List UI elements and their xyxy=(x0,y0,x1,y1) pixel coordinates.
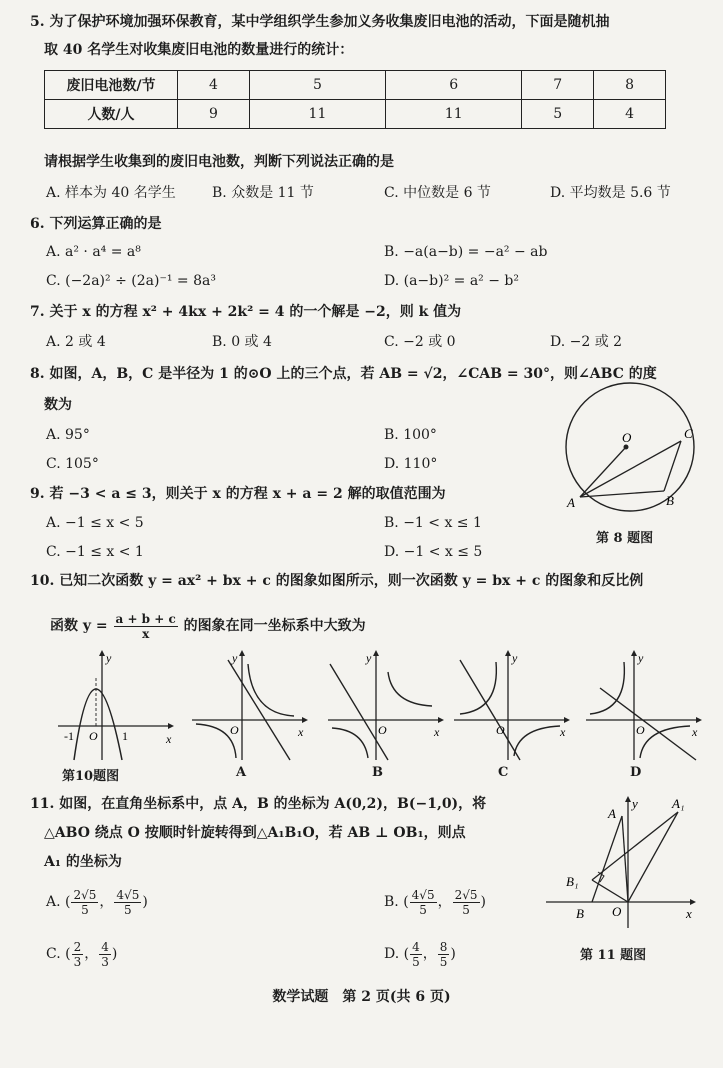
close-paren: ) xyxy=(480,894,486,910)
q8-option-a: A. 95° xyxy=(46,427,90,443)
table-row xyxy=(45,71,666,100)
page-footer: 数学试题 第 2 页(共 6 页) xyxy=(272,989,451,1005)
fraction xyxy=(438,940,450,969)
q10-option-b-graph xyxy=(326,648,448,763)
origin-label: O xyxy=(496,723,505,737)
origin-label: O xyxy=(378,723,387,737)
q11-option-d xyxy=(384,937,456,971)
table-row xyxy=(45,100,666,129)
q10-caption-d: D xyxy=(630,765,642,780)
q10-caption-b: B xyxy=(372,765,383,780)
q8-option-c: C. 105° xyxy=(46,456,99,472)
axis-label-y: y xyxy=(638,651,644,665)
table-cell: 6 xyxy=(386,71,522,100)
q6-option-b: B. −a(a−b) = −a² − ab xyxy=(384,244,548,260)
fraction-numerator: 2√5 xyxy=(73,887,97,902)
fraction xyxy=(71,888,98,917)
q8-option-b: B. 100° xyxy=(384,427,437,443)
q9-stem: 9. 若 −3 < a ≤ 3，则关于 x 的方程 x + a = 2 解的取值范围为 xyxy=(30,486,446,502)
q10-stem2-post: 的图象在同一坐标系中大致为 xyxy=(183,618,366,634)
q6-option-a: A. a² · a⁴ = a⁸ xyxy=(46,244,141,260)
q11-stem-line2: △ABO 绕点 O 按顺时针旋转得到△A₁B₁O，若 AB ⊥ OB₁，则点 xyxy=(44,825,466,841)
fraction-denominator: 5 xyxy=(412,954,420,969)
q8-circle-figure xyxy=(550,380,710,520)
label-b: B xyxy=(576,906,584,921)
label-a1: A₁ xyxy=(672,796,685,811)
q10-figure-caption: 第10题图 xyxy=(62,769,120,784)
table-cell: 11 xyxy=(249,100,385,129)
axis-label-x: x xyxy=(560,725,566,739)
axis-label-x: x xyxy=(166,732,172,746)
q8-stem-line1: 8. 如图，A，B，C 是半径为 1 的⊙O 上的三个点，若 AB = √2，∠CAB = 30°，则∠ABC 的度 xyxy=(30,366,657,382)
axis-label-y: y xyxy=(512,651,518,665)
fraction xyxy=(99,940,111,969)
tick-label-neg1: -1 xyxy=(64,729,74,743)
q6-option-d: D. (a−b)² = a² − b² xyxy=(384,273,519,289)
comma: ， xyxy=(422,946,437,962)
table-cell: 9 xyxy=(178,100,250,129)
axis-label-y: y xyxy=(366,651,372,665)
fraction-denominator: 5 xyxy=(124,902,132,917)
label-y: y xyxy=(632,796,638,811)
q8-option-d: D. 110° xyxy=(384,456,438,472)
q7-stem: 7. 关于 x 的方程 x² + 4kx + 2k² = 4 的一个解是 −2，则 k 值为 xyxy=(30,304,462,320)
option-label: C. ( xyxy=(46,946,71,962)
q10-option-a-graph xyxy=(190,648,312,763)
label-a: A xyxy=(567,495,575,510)
fraction xyxy=(114,888,141,917)
q10-stem2-pre: 函数 y = xyxy=(50,618,108,634)
q11-figure-caption: 第 11 题图 xyxy=(580,948,647,963)
q7-option-a: A. 2 或 4 xyxy=(46,334,106,350)
q11-rotation-figure xyxy=(542,792,702,932)
fraction-denominator: 5 xyxy=(439,954,448,969)
axis-label-y: y xyxy=(232,651,238,665)
q11-stem-line3: A₁ 的坐标为 xyxy=(44,854,122,870)
table-cell: 8 xyxy=(594,71,666,100)
battery-stats-table xyxy=(44,70,666,129)
origin-label: O xyxy=(89,729,98,743)
close-paren: ) xyxy=(450,946,456,962)
q10-stem-line1: 10. 已知二次函数 y = ax² + bx + c 的图象如图所示，则一次函数 y = bx + c 的图象和反比例 xyxy=(30,573,644,589)
table-cell: 4 xyxy=(178,71,250,100)
fraction-denominator: 5 xyxy=(419,902,427,917)
axis-label-x: x xyxy=(298,725,304,739)
q5-option-d: D. 平均数是 5.6 节 xyxy=(550,185,671,201)
comma: ， xyxy=(99,894,114,910)
fraction-denominator: 5 xyxy=(81,902,89,917)
table-header-cell: 人数/人 xyxy=(45,100,178,129)
axis-label-y: y xyxy=(106,651,112,665)
q10-caption-c: C xyxy=(498,765,509,780)
q11-stem-line1: 11. 如图，在直角坐标系中，点 A，B 的坐标为 A(0,2)，B(−1,0)，将 xyxy=(30,796,487,812)
comma: ， xyxy=(84,946,99,962)
q7-option-b: B. 0 或 4 xyxy=(212,334,272,350)
fraction-numerator: 4 xyxy=(101,939,109,954)
q10-stem-line2 xyxy=(50,611,366,641)
q6-option-c: C. (−2a)² ÷ (2a)⁻¹ = 8a³ xyxy=(46,273,216,289)
q5-option-b: B. 众数是 11 节 xyxy=(212,185,314,201)
table-cell: 5 xyxy=(249,71,385,100)
q11-option-c xyxy=(46,937,117,971)
table-cell: 11 xyxy=(386,100,522,129)
fraction xyxy=(453,888,480,917)
fraction-denominator: 3 xyxy=(101,954,109,969)
q7-option-c: C. −2 或 0 xyxy=(384,334,456,350)
q9-option-c: C. −1 ≤ x < 1 xyxy=(46,544,144,560)
q10-fraction xyxy=(114,612,178,641)
fraction-numerator: 2 xyxy=(73,939,82,954)
fraction-numerator: 4√5 xyxy=(116,887,140,902)
label-b1: B₁ xyxy=(566,874,579,889)
q5-stem-line2: 取 40 名学生对收集废旧电池的数量进行的统计： xyxy=(44,42,354,58)
q6-stem: 6. 下列运算正确的是 xyxy=(30,216,162,232)
q10-option-c-graph xyxy=(452,648,574,763)
q5-stem-line1: 5. 为了保护环境加强环保教育，某中学组织学生参加义务收集废旧电池的活动，下面是随机抽 xyxy=(30,14,610,30)
comma: ， xyxy=(437,894,452,910)
q8-figure-caption: 第 8 题图 xyxy=(596,531,654,546)
label-o: O xyxy=(622,430,632,445)
option-label: D. ( xyxy=(384,946,410,962)
fraction-numerator: a + b + c xyxy=(115,611,176,626)
close-paren: ) xyxy=(142,894,148,910)
q5-option-c: C. 中位数是 6 节 xyxy=(384,185,491,201)
q9-option-b: B. −1 < x ≤ 1 xyxy=(384,515,482,531)
axis-label-x: x xyxy=(692,725,698,739)
table-cell: 5 xyxy=(522,100,594,129)
fraction-numerator: 2√5 xyxy=(454,887,478,902)
table-cell: 4 xyxy=(594,100,666,129)
q10-parabola-graph xyxy=(56,648,176,763)
q5-prompt: 请根据学生收集到的废旧电池数，判断下列说法正确的是 xyxy=(44,154,394,170)
label-o: O xyxy=(612,904,622,919)
label-c: C xyxy=(684,426,693,441)
q11-option-b xyxy=(384,885,486,919)
fraction-numerator: 8 xyxy=(439,939,448,954)
fraction-denominator: x xyxy=(142,626,150,641)
label-x: x xyxy=(686,906,692,921)
table-cell: 7 xyxy=(522,71,594,100)
q7-option-d: D. −2 或 2 xyxy=(550,334,623,350)
close-paren: ) xyxy=(111,946,118,962)
axis-label-x: x xyxy=(434,725,440,739)
q10-option-d-graph xyxy=(584,648,706,763)
q9-option-a: A. −1 ≤ x < 5 xyxy=(46,515,144,531)
tick-label-1: 1 xyxy=(122,729,128,743)
q9-option-d: D. −1 < x ≤ 5 xyxy=(384,544,483,560)
fraction-numerator: 4 xyxy=(412,939,420,954)
origin-label: O xyxy=(636,723,645,737)
fraction-numerator: 4√5 xyxy=(411,887,435,902)
q8-stem-line2: 数为 xyxy=(44,397,72,413)
label-a: A xyxy=(608,806,616,821)
label-b: B xyxy=(666,493,674,508)
q11-option-a xyxy=(46,885,148,919)
fraction-denominator: 3 xyxy=(73,954,82,969)
table-header-cell: 废旧电池数/节 xyxy=(45,71,178,100)
fraction xyxy=(410,940,422,969)
fraction xyxy=(72,940,84,969)
option-label: B. ( xyxy=(384,894,409,910)
q10-caption-a: A xyxy=(236,765,247,780)
origin-label: O xyxy=(230,723,239,737)
q5-option-a: A. 样本为 40 名学生 xyxy=(46,185,176,201)
fraction xyxy=(410,888,437,917)
option-label: A. ( xyxy=(46,894,71,910)
fraction-denominator: 5 xyxy=(462,902,470,917)
